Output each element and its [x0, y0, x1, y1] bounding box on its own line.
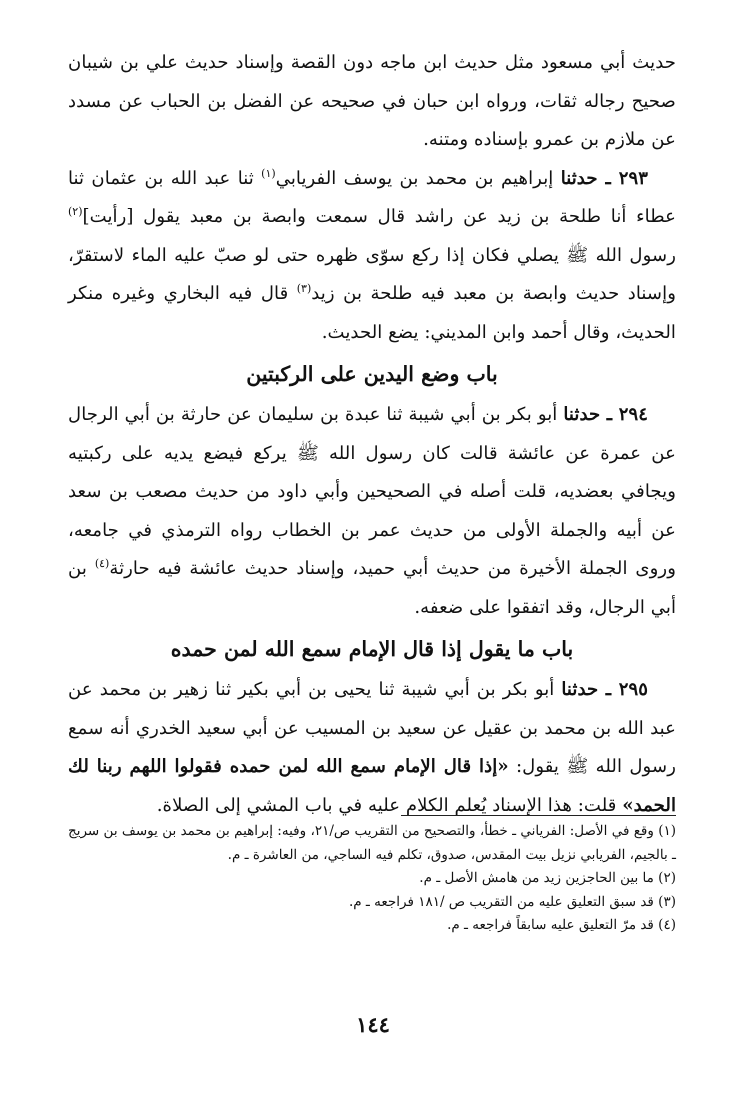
hadith-293-text-1: إبراهيم بن محمد بن يوسف الفريابي — [275, 167, 561, 189]
hadith-293 — [68, 160, 676, 353]
hadith-294 — [68, 396, 676, 627]
hadith-293-text-4: قال فيه البخاري وغيره منكر الحديث، وقال أحمد وابن المديني: يضع الحديث. — [68, 283, 676, 343]
footnote-ref-1[interactable]: (١) — [261, 166, 276, 180]
hadith-295-quote: «إذا قال الإمام سمع الله لمن حمده فقولوا اللهم ربنا لك الحمد» — [68, 756, 676, 816]
hadith-294-lead: ٢٩٤ ـ حدثنا — [563, 404, 648, 425]
footnote-4: (٤) قد مرّ التعليق عليه سابقاً فراجعه ـ م. — [447, 917, 676, 933]
chapter-heading-knees: باب وضع اليدين على الركبتين — [246, 362, 498, 386]
chapter-heading-imam: باب ما يقول إذا قال الإمام سمع الله لمن حمده — [170, 637, 574, 661]
footnote-divider — [401, 815, 676, 816]
page-number: ١٤٤ — [356, 1012, 390, 1037]
hadith-293-lead: ٢٩٣ ـ حدثنا — [560, 167, 648, 189]
hadith-295-lead: ٢٩٥ ـ حدثنا — [561, 679, 648, 700]
hadith-295 — [68, 671, 676, 825]
footnote-1: (١) وقع في الأصل: الفرياني ـ خطأ، والتصحيح من التقريب ص/٢١، وفيه: إبراهيم بن محمد بن يوسف بن سريج ـ بالجيم، الفريابي نزيل بيت المقدس، صدوق، تكلم فيه الساجي، من العاشرة ـ م. — [68, 823, 677, 863]
hadith-293-text-2: ثنا عبد الله بن عثمان ثنا عطاء أنا طلحة بن زيد عن راشد قال سمعت وابصة بن معبد يقول [رأيت] — [68, 167, 676, 227]
hadith-294-text-1: أبو بكر بن أبي شيبة ثنا عبدة بن سليمان عن حارثة بن أبي الرجال عن عمرة عن عائشة قالت كان رسول الله ﷺ يركع فيضع يديه على ركبتيه ويجافي بعضديه، قلت أصله في الصحيحين وأبي داود من حديث مصعب بن سعد عن أبيه والجملة الأولى من حديث عمر بن الخطاب رواه الترمذي في جامعه، وروى الجملة الأخيرة من حديث أبي حميد، وإسناد حديث عائشة فيه حارثة — [68, 404, 676, 579]
hadith-295-text-2: قلت: هذا الإسناد يُعلم الكلام عليه في باب المشي إلى الصلاة. — [156, 794, 623, 816]
hadith-293-text-3: رسول الله ﷺ يصلي فكان إذا ركع سوّى ظهره حتى لو صبّ عليه الماء لاستقرّ، وإسناد حديث وابصة بن معبد فيه طلحة بن زيد — [68, 244, 676, 304]
footnote-ref-2[interactable]: (٢) — [68, 204, 83, 218]
footnotes — [68, 820, 676, 938]
hadith-294-text-2: بن أبي الرجال، وقد اتفقوا على ضعفه. — [68, 558, 676, 618]
footnote-ref-4[interactable]: (٤) — [94, 556, 110, 570]
main-text — [68, 44, 676, 825]
footnote-ref-3[interactable]: (٣) — [296, 281, 312, 295]
footnote-2: (٢) ما بين الحاجزين زيد من هامش الأصل ـ م. — [419, 870, 676, 886]
footnote-3: (٣) قد سبق التعليق عليه من التقريب ص /١٨١ فراجعه ـ م. — [348, 893, 676, 910]
intro-paragraph: حديث أبي مسعود مثل حديث ابن ماجه دون القصة وإسناد حديث علي بن شيبان صحيح رجاله ثقات، ورواه ابن حبان في صحيحه عن الفضل بن الحباب عن مسدد عن ملازم بن عمرو بإسناده ومتنه. — [68, 52, 676, 150]
hadith-295-text-1: أبو بكر بن أبي شيبة ثنا يحيى بن أبي بكير ثنا زهير بن محمد عن عبد الله بن محمد بن عقيل عن سعيد بن المسيب عن أبي سعيد الخدري أنه سمع رسول الله ﷺ يقول: — [68, 679, 676, 777]
